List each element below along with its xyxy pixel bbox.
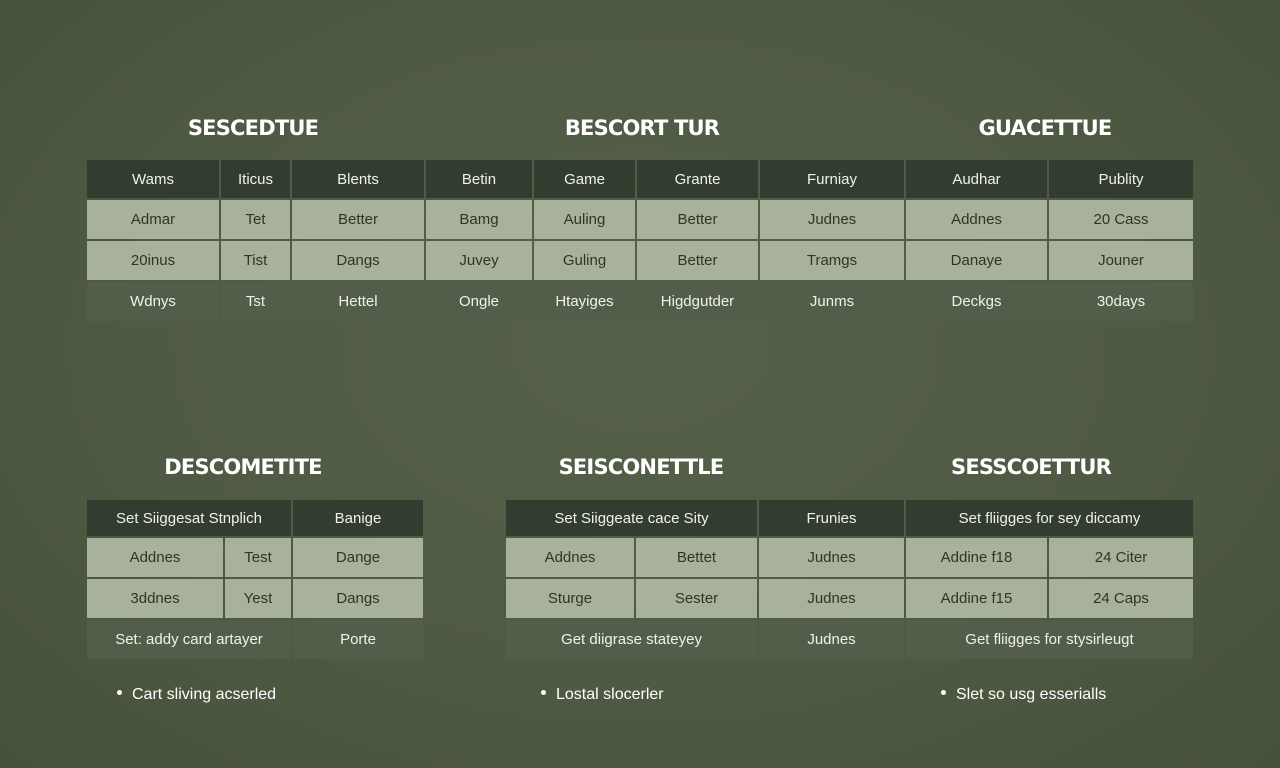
table-cell: Addnes: [87, 538, 223, 577]
table-cell: Dange: [293, 538, 423, 577]
bottom-right-table: [906, 500, 1193, 659]
section-title-top-right: GUACETTUE: [978, 116, 1112, 140]
top-table-cell: Addnes: [906, 200, 1047, 239]
top-table-cell: Better: [292, 200, 424, 239]
top-table-cell: Tramgs: [760, 241, 904, 280]
top-table-cell: Bamg: [426, 200, 532, 239]
top-table-cell: Better: [637, 241, 758, 280]
note-text: Slet so usg esserialls: [956, 686, 1107, 703]
table-cell: Sester: [636, 579, 757, 618]
table-cell: Judnes: [759, 579, 904, 618]
top-table-cell: Ongle: [426, 282, 532, 321]
table-cell: Yest: [225, 579, 291, 618]
table-cell: Addine f15: [906, 579, 1047, 618]
top-table-cell: Juvey: [426, 241, 532, 280]
table-cell: Test: [225, 538, 291, 577]
top-table-cell: Better: [637, 200, 758, 239]
note-text: Lostal slocerler: [556, 686, 664, 703]
note-right: [941, 686, 1106, 704]
top-table-cell: Tst: [221, 282, 290, 321]
table-cell: Addnes: [506, 538, 634, 577]
top-table-cell: Auling: [534, 200, 635, 239]
table-cell: 24 Caps: [1049, 579, 1193, 618]
top-table-cell: 20 Cass: [1049, 200, 1193, 239]
table-footer-cell: Get diigrase stateyey: [506, 620, 757, 659]
bullet-icon: [941, 690, 946, 695]
section-title-top-left: SESCEDTUE: [187, 116, 319, 140]
top-table-cell: Junms: [760, 282, 904, 321]
bottom-center-table: [506, 500, 904, 659]
top-table-cell: Danaye: [906, 241, 1047, 280]
table-header-cell: Set fliigges for sey diccamy: [906, 500, 1193, 536]
table-header-cell: Set Siiggeate cace Sity: [506, 500, 757, 536]
top-table: [87, 160, 1193, 321]
top-table-header-cell: Blents: [292, 160, 424, 198]
table-cell: Bettet: [636, 538, 757, 577]
top-table-header-cell: Wams: [87, 160, 219, 198]
bullet-icon: [541, 690, 546, 695]
top-table-header-cell: Publity: [1049, 160, 1193, 198]
bullet-icon: [117, 690, 122, 695]
top-table-header-cell: Grante: [637, 160, 758, 198]
table-cell: Dangs: [293, 579, 423, 618]
top-table-cell: Wdnys: [87, 282, 219, 321]
table-footer-cell: Judnes: [759, 620, 904, 659]
note-left: [117, 686, 276, 704]
top-table-cell: Hettel: [292, 282, 424, 321]
table-cell: Judnes: [759, 538, 904, 577]
section-title-bottom-right: SESSCOETTUR: [951, 455, 1111, 479]
table-footer-cell: Set: addy card artayer: [87, 620, 291, 659]
top-table-cell: Jouner: [1049, 241, 1193, 280]
top-table-cell: Higdgutder: [637, 282, 758, 321]
top-table-cell: Deckgs: [906, 282, 1047, 321]
top-table-cell: Htayiges: [534, 282, 635, 321]
top-table-cell: Tet: [221, 200, 290, 239]
table-footer-cell: Get fliigges for stysirleugt: [906, 620, 1193, 659]
top-table-cell: Admar: [87, 200, 219, 239]
top-table-cell: Tist: [221, 241, 290, 280]
top-table-cell: 30days: [1049, 282, 1193, 321]
table-cell: 24 Citer: [1049, 538, 1193, 577]
top-table-header-cell: Furniay: [760, 160, 904, 198]
top-table-header-cell: Game: [534, 160, 635, 198]
top-table-cell: Guling: [534, 241, 635, 280]
top-table-header-cell: Iticus: [221, 160, 290, 198]
top-table-header-cell: Audhar: [906, 160, 1047, 198]
table-header-cell: Banige: [293, 500, 423, 536]
table-header-cell: Set Siiggesat Stnplich: [87, 500, 291, 536]
top-table-cell: Dangs: [292, 241, 424, 280]
top-table-cell: Judnes: [760, 200, 904, 239]
table-cell: Addine f18: [906, 538, 1047, 577]
table-cell: Sturge: [506, 579, 634, 618]
table-footer-cell: Porte: [293, 620, 423, 659]
section-title-bottom-center: SEISCONETTLE: [558, 455, 724, 479]
table-header-cell: Frunies: [759, 500, 904, 536]
top-table-cell: 20inus: [87, 241, 219, 280]
note-text: Cart sliving acserled: [132, 686, 277, 703]
table-cell: 3ddnes: [87, 579, 223, 618]
top-table-header-cell: Betin: [426, 160, 532, 198]
section-title-top-center: BESCORT TUR: [564, 116, 720, 140]
section-title-bottom-left: DESCOMETITE: [164, 455, 322, 479]
note-center: [541, 686, 664, 704]
bottom-left-table: [87, 500, 423, 659]
